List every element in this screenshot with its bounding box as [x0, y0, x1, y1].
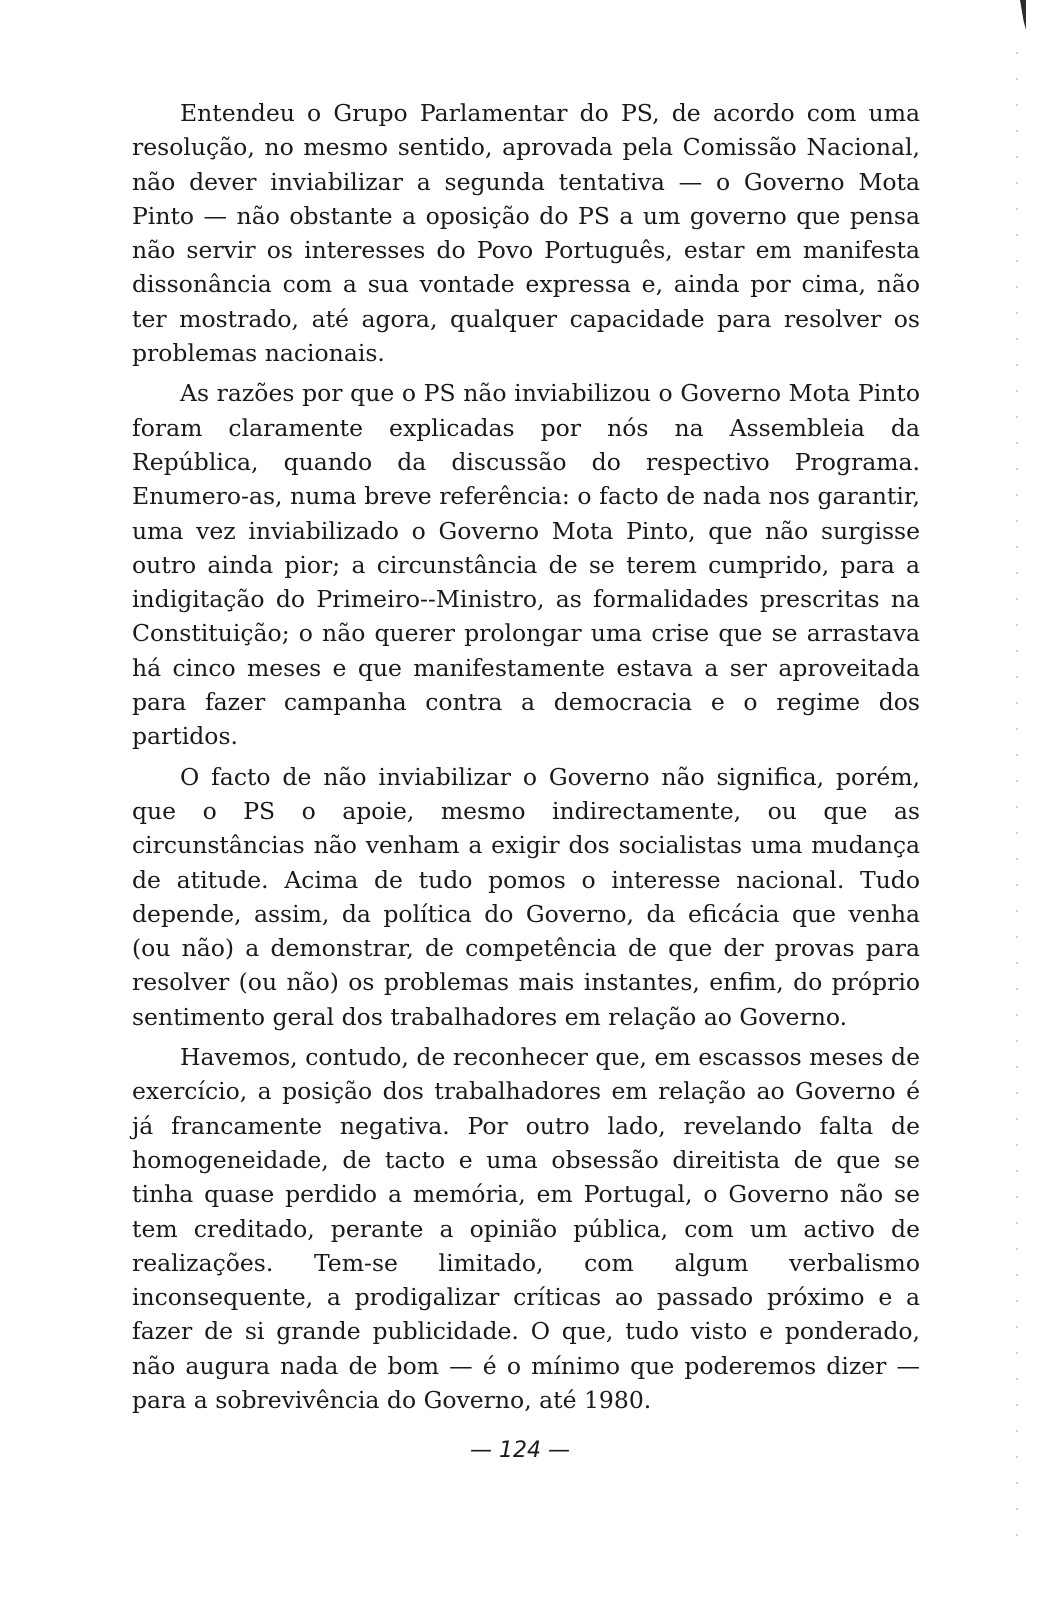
- scan-edge-mark: [1020, 0, 1026, 30]
- paragraph-2: As razões por que o PS não inviabilizou o Governo Mota Pinto foram claramente explicadas por nós na Assembleia da República, quando da discussão do respectivo Programa. Enumero-as, numa breve referência: o facto de nada nos garantir, uma vez inviabilizado o Governo Mota Pinto, que não surgisse outro ainda pior; a circunstância de se terem cumprido, para a indigitação do Primeiro--Ministro, as formalidades prescritas na Constituição; o não querer prolongar uma crise que se arrastava há cinco meses e que manifestamente estava a ser aproveitada para fazer campanha contra a democracia e o regime dos partidos.: [132, 379, 920, 751]
- page-number: — 124 —: [470, 1438, 570, 1463]
- paragraph-3: O facto de não inviabilizar o Governo não significa, porém, que o PS o apoie, mesmo indirectamente, ou que as circunstâncias não venham a exigir dos socialistas uma mudança de atitude. Acima de tudo pomos o interesse nacional. Tudo depende, assim, da política do Governo, da eficácia que venha (ou não) a demonstrar, de competência de que der provas para resolver (ou não) os problemas mais instantes, enfim, do próprio sentimento geral dos trabalhadores em relação ao Governo.: [132, 762, 920, 1031]
- paragraph-4: Havemos, contudo, de reconhecer que, em escassos meses de exercício, a posição dos trabalhadores em relação ao Governo é já francamente negativa. Por outro lado, revelando falta de homogeneidade, de tacto e uma obsessão direitista de que se tinha quase perdido a memória, em Portugal, o Governo não se tem creditado, perante a opinião pública, com um activo de realizações. Tem-se limitado, com algum verbalismo inconsequente, a prodigalizar críticas ao passado próximo e a fazer de si grande publicidade. O que, tudo visto e ponderado, não augura nada de bom — é o mínimo que poderemos dizer — para a sobrevivência do Governo, até 1980.: [132, 1043, 920, 1414]
- paragraph-1: Entendeu o Grupo Parlamentar do PS, de acordo com uma resolução, no mesmo sentido, aprovada pela Comissão Nacional, não dever inviabilizar a segunda tentativa — o Governo Mota Pinto — não obstante a oposição do PS a um governo que pensa não servir os interesses do Povo Português, estar em manifesta dissonância com a sua vontade expressa e, ainda por cima, não ter mostrado, até agora, qualquer capacidade para resolver os problemas nacionais.: [132, 99, 920, 368]
- body-text: [132, 96, 920, 1423]
- scan-edge-dots: [1016, 40, 1018, 1540]
